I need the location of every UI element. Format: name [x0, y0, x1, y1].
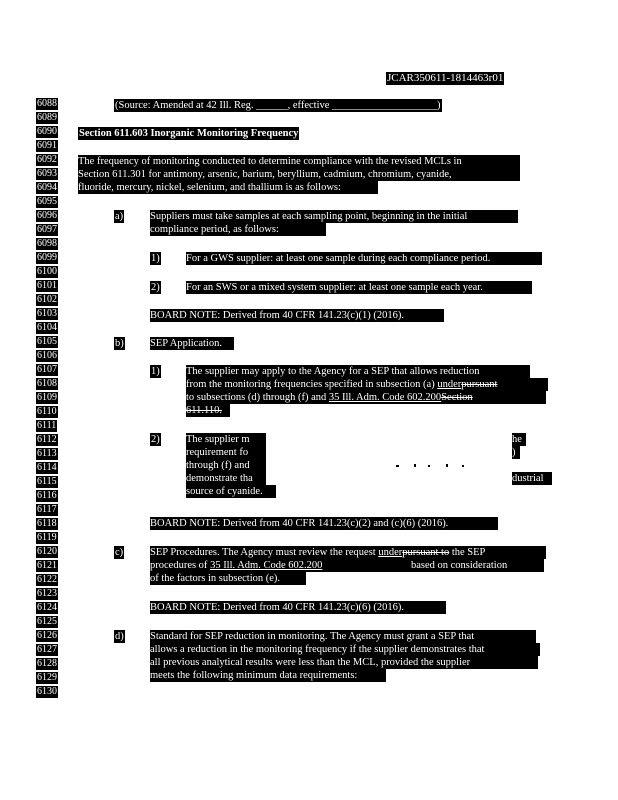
line-number: 6124 — [37, 602, 57, 613]
line-number: 6098 — [37, 238, 57, 249]
subsection-d-line-2: allows a reduction in the monitoring frequency if the supplier demonstrates that — [150, 643, 540, 656]
subsection-b2-line-5: source of cyanide. — [186, 485, 276, 498]
line-number: 6122 — [37, 574, 57, 585]
line-number: 6097 — [37, 224, 57, 235]
subsection-a2-label: 2) — [151, 282, 160, 293]
subsection-a1-label: 1) — [151, 253, 160, 264]
line-number: 6118 — [37, 518, 57, 529]
line-number: 6116 — [37, 490, 57, 501]
line-number: 6115 — [37, 476, 57, 487]
subsection-a-label: a) — [115, 211, 124, 222]
subsection-c-board-note: BOARD NOTE: Derived from 40 CFR 141.23(c)(6) (2016). — [150, 601, 446, 614]
source-note: (Source: Amended at 42 Ill. Reg. ______, effective ____________________) — [115, 100, 441, 111]
line-number: 6120 — [37, 546, 57, 557]
subsection-c-label: c) — [115, 547, 124, 558]
line-number: 6101 — [37, 280, 57, 291]
line-number: 6106 — [37, 350, 57, 361]
line-number: 6090 — [37, 126, 57, 137]
line-number: 6112 — [37, 434, 57, 445]
subsection-b2-line-4b: dustrial — [512, 472, 552, 485]
subsection-b2-line-4a: demonstrate tha — [186, 472, 266, 485]
line-number: 6104 — [37, 322, 57, 333]
intro-line-1: The frequency of monitoring conducted to determine compliance with the revised MCLs in — [78, 155, 520, 168]
subsection-b1-line-4: 611.110. — [186, 404, 230, 417]
subsection-d-line-4: meets the following minimum data requirements: — [150, 669, 386, 682]
line-number: 6126 — [37, 630, 57, 641]
subsection-d-line-3: all previous analytical results were less than the MCL, provided the supplier — [150, 656, 538, 669]
subsection-b-title: SEP Application. — [150, 337, 234, 350]
line-number: 6103 — [37, 308, 57, 319]
line-number: 6094 — [37, 182, 57, 193]
subsection-b1-line-2: from the monitoring frequencies specified in subsection (a) underpursuant — [186, 378, 548, 391]
line-number: 6117 — [37, 504, 57, 515]
subsection-b1-line-3: to subsections (d) through (f) and 35 Ill. Adm. Code 602.200Section — [186, 391, 546, 404]
subsection-a2-text: For an SWS or a mixed system supplier: at least one sample each year. — [186, 281, 532, 294]
line-number: 6130 — [37, 686, 57, 697]
subsection-a-line-2: compliance period, as follows: — [150, 223, 326, 236]
subsection-b1-line-1: The supplier may apply to the Agency for a SEP that allows reduction — [186, 365, 530, 378]
document-id: JCAR350611-1814463r01 — [387, 72, 504, 84]
subsection-b2-line-3: through (f) and — [186, 459, 266, 472]
subsection-b-board-note: BOARD NOTE: Derived from 40 CFR 141.23(c)(2) and (c)(6) (2016). — [150, 517, 498, 530]
line-number: 6129 — [37, 672, 57, 683]
subsection-b2-label: 2) — [151, 434, 160, 445]
subsection-b1-label: 1) — [151, 366, 160, 377]
line-number: 6113 — [37, 448, 57, 459]
line-number: 6089 — [37, 112, 57, 123]
line-number: 6099 — [37, 252, 57, 263]
line-number: 6123 — [37, 588, 57, 599]
line-number: 6125 — [37, 616, 57, 627]
line-number: 6128 — [37, 658, 57, 669]
intro-line-3: fluoride, mercury, nickel, selenium, and thallium is as follows: — [78, 181, 378, 194]
subsection-b2-line-2b: ) — [512, 446, 520, 459]
intro-line-2: Section 611.301 for antimony, arsenic, barium, beryllium, cadmium, chromium, cyanide, — [78, 168, 520, 181]
subsection-b2-line-2a: requirement fo — [186, 446, 266, 459]
line-number: 6088 — [37, 98, 57, 109]
line-number: 6111 — [37, 420, 57, 431]
subsection-a-board-note: BOARD NOTE: Derived from 40 CFR 141.23(c)(1) (2016). — [150, 309, 444, 322]
subsection-a-line-1: Suppliers must take samples at each sampling point, beginning in the initial — [150, 210, 518, 223]
line-number: 6096 — [37, 210, 57, 221]
line-number: 6110 — [37, 406, 57, 417]
section-heading: Section 611.603 Inorganic Monitoring Frequency — [79, 128, 299, 139]
subsection-c-line-2: procedures of 35 Ill. Adm. Code 602.200 based on consideration — [150, 559, 544, 572]
line-number: 6095 — [37, 196, 57, 207]
subsection-b-label: b) — [115, 338, 124, 349]
line-number: 6107 — [37, 364, 57, 375]
subsection-d-line-1: Standard for SEP reduction in monitoring. The Agency must grant a SEP that — [150, 630, 536, 643]
line-number: 6100 — [37, 266, 57, 277]
line-number: 6108 — [37, 378, 57, 389]
line-number: 6109 — [37, 392, 57, 403]
subsection-a1-text: For a GWS supplier: at least one sample during each compliance period. — [186, 252, 542, 265]
line-number: 6105 — [37, 336, 57, 347]
subsection-b2-line-1b: he — [512, 433, 526, 446]
subsection-d-label: d) — [115, 631, 124, 642]
subsection-c-line-3: of the factors in subsection (e). — [150, 572, 306, 585]
line-number: 6114 — [37, 462, 57, 473]
line-number: 6127 — [37, 644, 57, 655]
line-number: 6093 — [37, 168, 57, 179]
line-number: 6121 — [37, 560, 57, 571]
line-number: 6119 — [37, 532, 57, 543]
subsection-b2-line-1a: The supplier m — [186, 433, 266, 446]
line-number: 6102 — [37, 294, 57, 305]
subsection-c-line-1: SEP Procedures. The Agency must review the request underpursuant to the SEP — [150, 546, 546, 559]
line-number: 6092 — [37, 154, 57, 165]
line-number: 6091 — [37, 140, 57, 151]
